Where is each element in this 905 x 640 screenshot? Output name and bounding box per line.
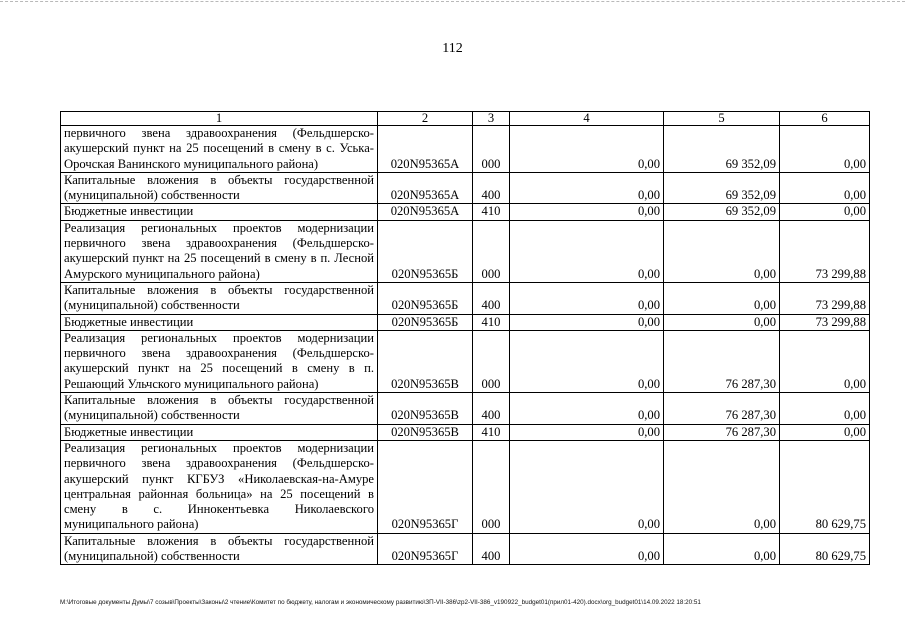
- cell-amount-col4: 0,00: [510, 172, 664, 204]
- cell-expense-type: 400: [473, 282, 510, 314]
- cell-amount-col6: 73 299,88: [780, 282, 870, 314]
- cell-amount-col5: 0,00: [664, 220, 780, 282]
- table-row: [61, 126, 870, 173]
- cell-amount-col5: 69 352,09: [664, 204, 780, 220]
- cell-amount-col6: 73 299,88: [780, 220, 870, 282]
- header-cell-4: 4: [510, 112, 664, 126]
- cell-amount-col5: 76 287,30: [664, 424, 780, 440]
- budget-table: [60, 111, 870, 565]
- cell-target-article: 020N95365Б: [378, 220, 473, 282]
- cell-expense-type: 000: [473, 126, 510, 173]
- cell-name: Реализация региональных проектов модернизации первичного звена здравоохранения (Фельдшерско-акушерский пункт на 25 посещений в смену в п. Решающий Ульчского муниципального района): [61, 330, 378, 392]
- cell-amount-col5: 69 352,09: [664, 172, 780, 204]
- cell-amount-col4: 0,00: [510, 126, 664, 173]
- cell-amount-col6: 73 299,88: [780, 314, 870, 330]
- file-path-footer: M:\Итоговые документы Думы\7 созыв\Проекты\Законы\2 чтение\Комитет по бюджету, налогам и экономическому развитию\ЗП-VII-386\zp2-VII-386_v190922_budget01(прил01-420).docx\org_budget01\14.09.2022 18:20:51: [60, 599, 701, 606]
- table-row: [61, 393, 870, 425]
- header-cell-6: 6: [780, 112, 870, 126]
- table-row: [61, 440, 870, 533]
- cell-amount-col5: 0,00: [664, 440, 780, 533]
- cell-target-article: 020N95365А: [378, 126, 473, 173]
- cell-expense-type: 000: [473, 330, 510, 392]
- table-header-row: [61, 112, 870, 126]
- cell-amount-col5: 76 287,30: [664, 330, 780, 392]
- header-cell-3: 3: [473, 112, 510, 126]
- cell-name: первичного звена здравоохранения (Фельдшерско-акушерский пункт на 25 посещений в смену в с. Уська-Орочская Ванинского муниципального района): [61, 126, 378, 173]
- cell-expense-type: 410: [473, 204, 510, 220]
- cell-name: Капитальные вложения в объекты государственной (муниципальной) собственности: [61, 282, 378, 314]
- cell-name: Капитальные вложения в объекты государственной (муниципальной) собственности: [61, 172, 378, 204]
- cell-name: Бюджетные инвестиции: [61, 314, 378, 330]
- cell-name: Реализация региональных проектов модернизации первичного звена здравоохранения (Фельдшерско-акушерский пункт КГБУЗ «Николаевская-на-Амуре центральная районная больница» на 25 посещений в смену в с. Иннокентьевка Николаевского муниципального района): [61, 440, 378, 533]
- page-top-edge: [0, 1, 905, 2]
- cell-name: Бюджетные инвестиции: [61, 424, 378, 440]
- table-row: [61, 204, 870, 220]
- cell-expense-type: 410: [473, 314, 510, 330]
- table-row: [61, 172, 870, 204]
- cell-amount-col6: 80 629,75: [780, 440, 870, 533]
- table-row: [61, 330, 870, 392]
- cell-amount-col4: 0,00: [510, 440, 664, 533]
- cell-name: Бюджетные инвестиции: [61, 204, 378, 220]
- cell-amount-col4: 0,00: [510, 204, 664, 220]
- cell-amount-col5: 0,00: [664, 314, 780, 330]
- cell-target-article: 020N95365В: [378, 330, 473, 392]
- cell-expense-type: 410: [473, 424, 510, 440]
- cell-amount-col5: 76 287,30: [664, 393, 780, 425]
- cell-amount-col4: 0,00: [510, 314, 664, 330]
- cell-amount-col4: 0,00: [510, 393, 664, 425]
- cell-target-article: 020N95365Г: [378, 440, 473, 533]
- cell-target-article: 020N95365В: [378, 393, 473, 425]
- cell-amount-col4: 0,00: [510, 424, 664, 440]
- cell-amount-col6: 0,00: [780, 424, 870, 440]
- cell-target-article: 020N95365Б: [378, 282, 473, 314]
- cell-amount-col4: 0,00: [510, 220, 664, 282]
- cell-amount-col4: 0,00: [510, 282, 664, 314]
- table-row: [61, 424, 870, 440]
- cell-amount-col6: 0,00: [780, 126, 870, 173]
- table-row: [61, 220, 870, 282]
- header-cell-5: 5: [664, 112, 780, 126]
- cell-amount-col6: 0,00: [780, 330, 870, 392]
- cell-name: Капитальные вложения в объекты государственной (муниципальной) собственности: [61, 393, 378, 425]
- cell-target-article: 020N95365Г: [378, 533, 473, 565]
- cell-target-article: 020N95365А: [378, 204, 473, 220]
- cell-amount-col6: 0,00: [780, 204, 870, 220]
- cell-target-article: 020N95365Б: [378, 314, 473, 330]
- cell-amount-col4: 0,00: [510, 330, 664, 392]
- table-row: [61, 533, 870, 565]
- cell-expense-type: 400: [473, 533, 510, 565]
- table-row: [61, 282, 870, 314]
- cell-expense-type: 400: [473, 393, 510, 425]
- cell-amount-col6: 80 629,75: [780, 533, 870, 565]
- header-cell-1: 1: [61, 112, 378, 126]
- cell-expense-type: 000: [473, 440, 510, 533]
- cell-target-article: 020N95365А: [378, 172, 473, 204]
- page-number: 112: [442, 41, 463, 56]
- cell-amount-col6: 0,00: [780, 393, 870, 425]
- cell-amount-col5: 0,00: [664, 282, 780, 314]
- cell-amount-col5: 0,00: [664, 533, 780, 565]
- cell-expense-type: 000: [473, 220, 510, 282]
- cell-target-article: 020N95365В: [378, 424, 473, 440]
- cell-amount-col5: 69 352,09: [664, 126, 780, 173]
- header-cell-2: 2: [378, 112, 473, 126]
- cell-expense-type: 400: [473, 172, 510, 204]
- cell-amount-col6: 0,00: [780, 172, 870, 204]
- cell-amount-col4: 0,00: [510, 533, 664, 565]
- cell-name: Реализация региональных проектов модернизации первичного звена здравоохранения (Фельдшерско-акушерский пункт на 25 посещений в смену в п. Лесной Амурского муниципального района): [61, 220, 378, 282]
- table-row: [61, 314, 870, 330]
- cell-name: Капитальные вложения в объекты государственной (муниципальной) собственности: [61, 533, 378, 565]
